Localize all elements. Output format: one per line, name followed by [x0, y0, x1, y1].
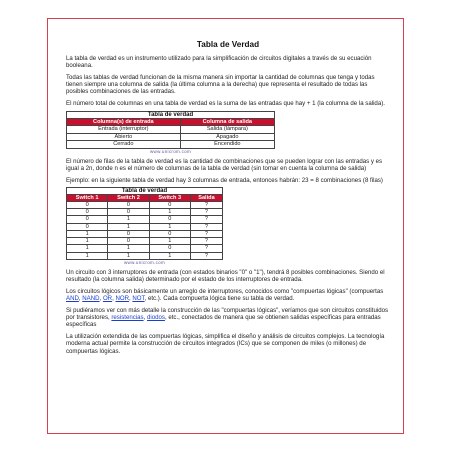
truth-table-simple: [66, 111, 275, 149]
table-cell: 0: [149, 216, 190, 223]
table-title: Tabla de verdad: [67, 111, 275, 118]
paragraph-column-count: El número total de columnas en una tabla de verdad es la suma de las entradas que hay + 1 (la columna de la salida).: [66, 100, 385, 108]
table-cell: 0: [149, 202, 190, 209]
table-cell: 0: [108, 230, 149, 237]
table-row: [67, 209, 223, 216]
table-header: Columna de salida: [180, 118, 274, 125]
table-cell: ?: [190, 202, 222, 209]
paragraph-logic-gates: Los circuitos lógicos son básicamente un arreglo de interruptores, conocidos como "compuertas lógicas" (compuertas AND, NAND, OR, NOR, NOT, etc.). Cada compuerta lógica tiene su tabla de verdad.: [66, 287, 384, 302]
table-watermark: www.unicrom.com: [149, 148, 191, 154]
link-and[interactable]: AND: [66, 294, 79, 302]
table-cell: 1: [108, 223, 149, 230]
table-cell: 0: [67, 223, 108, 230]
table-cell: 1: [67, 252, 108, 259]
table-cell: ?: [190, 216, 222, 223]
truth-table-three-switches: [66, 187, 223, 260]
table-row: [67, 126, 275, 133]
table-cell: 0: [108, 238, 149, 245]
table-cell: 0: [108, 202, 149, 209]
table-row: [67, 230, 223, 237]
link-resistencias[interactable]: resistencias: [111, 314, 144, 322]
paragraph-text: Si pudiéramos ver con más detalle la construcción de las "compuertas lógicas", veríamos que son circuitos constituidos por transistores,: [66, 307, 389, 322]
table-cell: ?: [190, 223, 222, 230]
table-cell: 1: [108, 216, 149, 223]
table-cell: ?: [190, 238, 222, 245]
table-cell: 1: [108, 252, 149, 259]
paragraph-example: Ejemplo: en la siguiente tabla de verdad hay 3 columnas de entrada, entonces habrán: 23 = 8 combinaciones (8 filas): [66, 176, 383, 184]
table-header: Switch 3: [149, 195, 190, 202]
paragraph-text: , etc.). Cada compuerta lógica tiene su tabla de verdad.: [144, 294, 295, 302]
table-row: [67, 216, 223, 223]
table-title: Tabla de verdad: [67, 187, 223, 194]
table-watermark: www.unicrom.com: [123, 259, 165, 265]
table-cell: ?: [190, 209, 222, 216]
table-cell: Abierto: [67, 133, 181, 140]
table-cell: Encendido: [180, 141, 274, 148]
link-diodos[interactable]: diodos: [146, 314, 165, 322]
table-header: Columna(s) de entrada: [67, 118, 181, 125]
table-cell: 1: [108, 245, 149, 252]
table-cell: 1: [67, 230, 108, 237]
table-header: Salida: [190, 195, 222, 202]
table-cell: 1: [67, 238, 108, 245]
link-not[interactable]: NOT: [132, 294, 145, 302]
table-row: [67, 223, 223, 230]
table-row: [67, 245, 223, 252]
table-row: [67, 252, 223, 259]
table-cell: 0: [67, 216, 108, 223]
link-nand[interactable]: NAND: [82, 294, 100, 302]
link-nor[interactable]: NOR: [115, 294, 130, 302]
table-cell: ?: [190, 230, 222, 237]
link-or[interactable]: OR: [102, 294, 113, 302]
table-cell: 1: [149, 209, 190, 216]
table-row: [67, 141, 275, 148]
table-cell: 0: [108, 209, 149, 216]
table-row: [67, 133, 275, 140]
document-body: [66, 40, 390, 360]
table-cell: 1: [149, 252, 190, 259]
table-row: [67, 202, 223, 209]
paragraph-three-switch-circuit: Un circuito con 3 interruptores de entrada (con estados binarios "0" o "1"), tendrá 8 posibles combinaciones. Siendo el resultado (la columna salida) determinado por el estado de los interruptores de entrada.: [66, 268, 385, 283]
table-header: Switch 1: [67, 195, 108, 202]
table-cell: 0: [149, 245, 190, 252]
table-cell: 0: [67, 209, 108, 216]
paragraph-integrated-circuits: La utilización extendida de las compuertas lógicas, simplifica el diseño y análisis de circuitos complejos. La tecnología moderna actual permite la construcción de circuitos integrados (ICs) que se componen de miles (o millones) de compuertas lógicas.: [66, 333, 385, 355]
table-cell: ?: [190, 245, 222, 252]
paragraph-gate-construction: Si pudiéramos ver con más detalle la construcción de las "compuertas lógicas", veríamos que son circuitos constituidos por transistores, resistencias, diodos, etc., conectados de manera que se obtienen salidas específicas para entradas específicas: [66, 307, 389, 329]
paragraph-text: , etc., conectados de manera que se obtienen salidas específicas para entradas específicas: [66, 314, 381, 329]
table-cell: 1: [149, 223, 190, 230]
paragraph-row-count: El número de filas de la tabla de verdad es la cantidad de combinaciones que se pueden lograr con las entradas y es igual a 2n, donde n es el número de columnas de la tabla de verdad (sin tomar en cuenta la columna de salida): [66, 157, 383, 172]
table-row: [67, 238, 223, 245]
table-cell: 0: [67, 202, 108, 209]
table-cell: Entrada (interruptor): [67, 126, 181, 133]
table-cell: ?: [190, 252, 222, 259]
paragraph-intro: La tabla de verdad es un instrumento utilizado para la simplificación de circuitos digitales a través de su ecuación booleana.: [66, 55, 372, 70]
table-header: Switch 2: [108, 195, 149, 202]
paragraph-text: Los circuitos lógicos son básicamente un arreglo de interruptores, conocidos como "compuertas lógicas" (compuertas: [66, 287, 384, 295]
table-cell: 1: [149, 238, 190, 245]
table-cell: Salida (lámpara): [180, 126, 274, 133]
table-cell: 0: [149, 230, 190, 237]
table-cell: Apagado: [180, 133, 274, 140]
paragraph-how-tables-work: Todas las tablas de verdad funcionan de la misma manera sin importar la cantidad de columnas que tenga y todas tienen siempre una columna de salida (la última columna a la derecha) que representa el resultado de todas las posibles combinaciones de las entradas.: [66, 74, 375, 96]
table-cell: 1: [67, 245, 108, 252]
table-cell: Cerrado: [67, 141, 181, 148]
page-title: Tabla de Verdad: [196, 40, 260, 49]
